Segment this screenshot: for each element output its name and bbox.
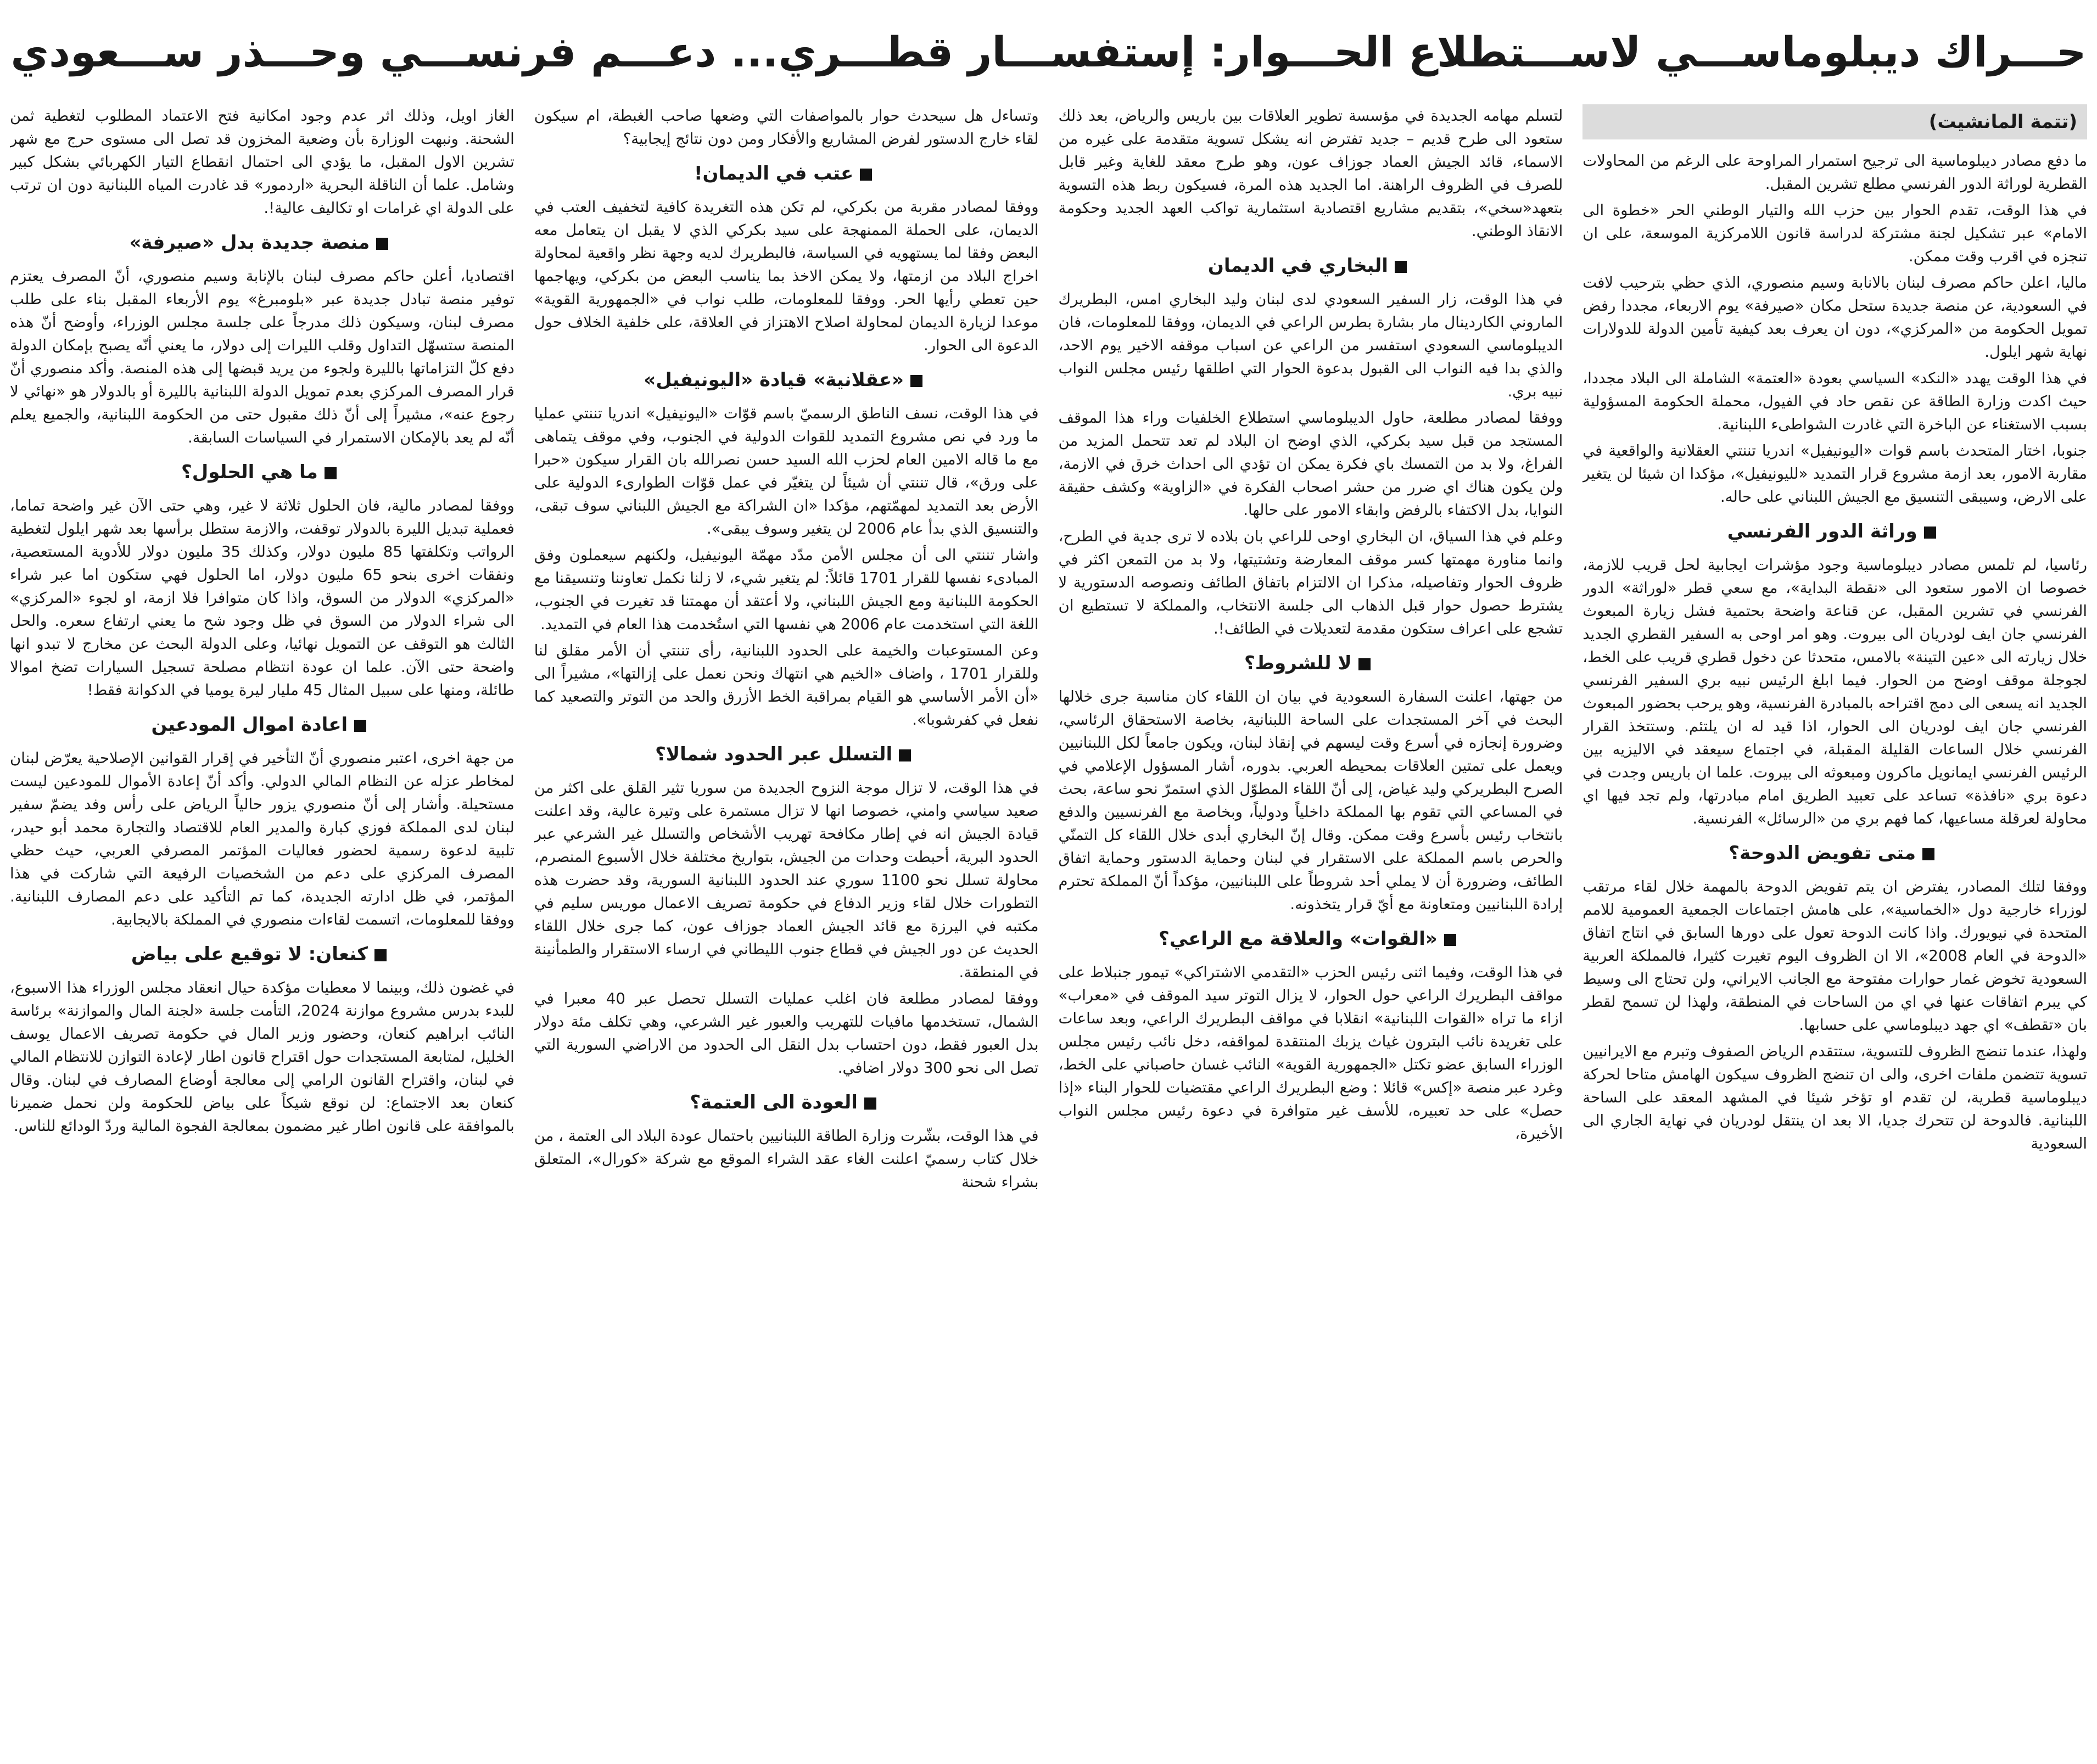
subheading: [10, 458, 515, 486]
article-column: [1059, 104, 1563, 1759]
subheading-text: البخاري في الديمان: [1207, 255, 1388, 277]
paragraph: الغاز اويل، وذلك اثر عدم وجود امكانية فتح الاعتماد المطلوب لتغطية ثمن الشحنة. ونبهت الوزارة بأن وضعية المخزون قد تصل الى مستوى حرج مع شهر تشرين الاول المقبل، ما يؤدي الى احتمال انقطاع التيار الكهربائي بشكل كبير وشامل. علما أن الناقلة البحرية «اردمور» قد غادرت المياه اللبنانية دون ان ترتب على الدولة اي غرامات او تكاليف عالية!.: [10, 107, 515, 217]
subheading-text: منصة جديدة بدل «صيرفة»: [129, 232, 370, 254]
paragraph: من جهتها، اعلنت السفارة السعودية في بيان ان اللقاء كان مناسبة جرى خلالها البحث في آخر المستجدات على الساحة اللبنانية، بخاصة الاستحقاق الرئاسي، وضرورة إنجازه في أسرع وقت ليسهم في إنقاذ لبنان، ويكون جامعاً لكل اللبنانيين ويعمل على تمتين العلاقات بمحيطه العربي. بدوره، أشار المسؤول الإعلامي في الصرح البطريركي وليد غياض، إلى أنّ اللقاء المطوّل الذي استمرّ نحو ساعة، بحث في المساعي التي تقوم بها المملكة داخلياً ودولياً، وبخاصة مع الفرنسيين والدفع بانتخاب رئيس بأسرع وقت ممكن. وقال إنّ البخاري أبدى خلال اللقاء كل التمنّي والحرص باسم المملكة على الاستقرار في لبنان وحماية الدستور وحماية اتفاق الطائف، وضرورة أن لا يملي أحد شروطاً على اللبنانيين، مؤكداً أنّ المملكة تحترم إرادة اللبنانيين ومتعاونة مع أيّ قرار يتخذونه.: [1058, 688, 1563, 913]
paragraph: في هذا الوقت، زار السفير السعودي لدى لبنان وليد البخاري امس، البطريرك الماروني الكاردينال مار بشارة بطرس الراعي في الديمان، ووفقا للمعلومات، فان الديبلوماسي السعودي استفسر من الراعي عن اسباب موقفه الاخير يوم الاحد، والذي بدا فيه النواب الى القبول بدعوة الحوار التي اطلقها رئيس مجلس النواب نبيه بري.: [1058, 290, 1563, 400]
paragraph: اقتصاديا، أعلن حاكم مصرف لبنان بالإنابة وسيم منصوري، أنّ المصرف يعتزم توفير منصة تبادل جديدة عبر «بلومبرغ» يوم الأربعاء المقبل بناء على طلب مصرف لبنان، وسيكون ذلك مدرجاً على جلسة مجلس الوزراء، وأوضح أنّ هذه المنصة ستسهّل التداول وقلب الليرات إلى دولار، ما يعني أنّه يصبح بإمكان الدولة دفع كلّ التزاماتها بالليرة ولجوء من يريد قبضها إلى هذه المنصة. وأكد منصوري أنّ قرار المصرف المركزي بعدم تمويل الدولة اللبنانية بالليرة أو بالدولار هو «نهائي لا رجوع عنه»، مشيراً إلى أنّ ذلك مقبول حتى من الحكومة اللبنانية، والجميع يعلم أنّه لم يعد بالإمكان الاستمرار في السياسات السابقة.: [10, 267, 515, 446]
subheading: [10, 940, 515, 968]
paragraph: ما دفع مصادر ديبلوماسية الى ترجيح استمرار المراوحة على الرغم من المحاولات القطرية لوراثة الدور الفرنسي مطلع تشرين المقبل.: [1582, 152, 2087, 193]
paragraph: ووفقا لتلك المصادر، يفترض ان يتم تفويض الدوحة بالمهمة خلال لقاء مرتقب لوزراء خارجية دول «الخماسية»، على هامش اجتماعات الجمعية العمومية للامم المتحدة في نيويورك. واذا كانت الدوحة تعول على دورها السابق في انتاج اتفاق «الدوحة في العام 2008»، الا ان الظروف اليوم تغيرت كثيرا، فالمملكة العربية السعودية تخوض غمار حوارات مفتوحة مع الجانب الايراني، ولن تحتاج الى وسيط كي يبرم اتفاقات عنها في اي من الساحات في المنطقة، ولهذا لن تسمح لقطر بان «تقطف» اي جهد ديبلوماسي على حسابها.: [1582, 878, 2087, 1034]
paragraph: لتسلم مهامه الجديدة في مؤسسة تطوير العلاقات بين باريس والرياض، بعد ذلك ستعود الى طرح قديم – جديد تفترض انه يشكل تسوية متقدمة على غيره من الاسماء، قائد الجيش العماد جوزاف عون، وهو طرح معقد للغاية وغير قابل للصرف في الظروف الراهنة. اما الجديد هذه المرة، فسيكون ربط هذه التسوية بتعهد«سخي»، بتقديم مشاريع اقتصادية استثمارية تواكب العهد الجديد وحكومة الانقاذ الوطني.: [1058, 107, 1563, 240]
paragraph: في غضون ذلك، وبينما لا معطيات مؤكدة حيال انعقاد مجلس الوزراء هذا الاسبوع، للبدء بدرس مشروع موازنة 2024، التأمت جلسة «لجنة المال والموازنة» برئاسة النائب ابراهيم كنعان، وحضور وزير المال في حكومة تصريف الاعمال يوسف الخليل، لمتابعة المستجدات حول اقتراح قانون اطار لإعادة التوازن للانتظام المالي في لبنان، واقتراح القانون الرامي إلى معالجة أوضاع المصارف في لبنان. وقال كنعان بعد الاجتماع: لن نوقع شيكاً على بياض للحكومة ولن نحمل ضميرنا بالموافقة على قانون اطار غير مضمون بمعالجة الفجوة المالية وردّ الودائع للناس.: [10, 979, 515, 1135]
paragraph: في هذا الوقت، بشّرت وزارة الطاقة اللبنانيين باحتمال عودة البلاد الى العتمة ، من خلال كتاب رسميّ اعلنت الغاء عقد الشراء الموقع مع شركة «كورال»، المتعلق بشراء شحنة: [534, 1127, 1039, 1191]
paragraph: ماليا، اعلن حاكم مصرف لبنان بالانابة وسيم منصوري، الذي حظي بترحيب لافت في السعودية، عن منصة جديدة ستحل مكان «صيرفة» يوم الاربعاء، مجددا رفض تمويل الحكومة من «المركزي»، دون ان يعرف بعد كيفية تأمين الدولة للدولارات نهاية شهر ايلول.: [1582, 274, 2087, 361]
subheading-text: متى تفويض الدوحة؟: [1729, 842, 1916, 864]
square-bullet-icon: [1358, 658, 1371, 670]
headline: حـــراك ديبلوماســـي لاســـتطلاع الحـــوار: إستفســـار قطـــري... دعـــم فرنســـي وحـــذر ســـعودي: [10, 27, 2087, 76]
subheading: [1582, 839, 2087, 867]
paragraph: واشار تننتي الى أن مجلس الأمن مدّد مهمّة اليونيفيل، ولكنهم سيعملون وفق المبادىء نفسها للقرار 1701 قائلاً: لم يتغير شيء، لا زلنا نكمل تعاوننا وتنسيقنا مع الحكومة اللبنانية ومع الجيش اللبناني، ولا أعتقد أن مهمتنا قد تغيرت في الجنوب، اللغة التي استخدمت عام 2006 هي نفسها التي استُخدمت هذا العام في التمديد.: [534, 546, 1039, 633]
paragraph: رئاسيا، لم تلمس مصادر ديبلوماسية وجود مؤشرات ايجابية لحل قريب للازمة، خصوصا ان الامور ستعود الى «نقطة البداية»، مع سعي قطر «لوراثة» الدور الفرنسي في تشرين المقبل، عن قناعة واضحة بحتمية فشل زيارة المبعوث الفرنسي جان ايف لودريان الى بيروت. وهو امر اوحى به السفير القطري الجديد خلال زيارته الى «عين التينة» بالامس، متحدثا عن دخول قطري قريب على الخط، لجوجلة موقف اوضح من الحوار. فيما ابلغ الرئيس نبيه بري السفير الفرنسي الجديد انه يسعى الى دمج اقتراحه بالمبادرة الفرنسية، وهو يرحب بحضور المبعوث الفرنسي جان ايف لودريان الى الحوار، اذا قيد له ان يلتئم. وستتخذ القرار الفرنسي خلال الساعات القليلة المقبلة، في اجتماع سيعقد في الاليزيه بين الرئيس الفرنسي ايمانويل ماكرون ومبعوثه الى بيروت. علما ان باريس وجدت في دعوة بري «نافذة» تساعد على تعبيد الطريق امام مبادرتها، ولم تجد فيها اي محاولة لعرقلة مساعيها، كما فهم بري من «الرسائل» الفرنسية.: [1582, 556, 2087, 827]
subheading: [1059, 649, 1563, 677]
square-bullet-icon: [354, 720, 366, 732]
paragraph: ووفقا لمصادر مطلعة فان اغلب عمليات التسلل تحصل عبر 40 معبرا في الشمال، تستخدمها مافيات للتهريب والعبور غير الشرعي، وهي تكلف مئة دولار بدل العبور فقط، دون احتساب بدل النقل الى الحدود من الاراضي السورية التي تصل الى نحو 300 دولار اضافي.: [534, 990, 1039, 1077]
paragraph: في هذا الوقت، لا تزال موجة النزوح الجديدة من سوريا تثير القلق على اكثر من صعيد سياسي وامني، خصوصا انها لا تزال مستمرة على وتيرة عالية، وقد اعلنت قيادة الجيش انه في إطار مكافحة تهريب الأشخاص والتسلل غير الشرعي عبر الحدود البرية، أحبطت وحدات من الجيش، بتواريخ مختلفة خلال الأسبوع المنصرم، محاولة تسلل نحو 1100 سوري عند الحدود اللبنانية السورية، وقد حضرت هذه التطورات خلال لقاء وزير الدفاع في حكومة تصريف الاعمال موريس سليم في مكتبه في اليرزة مع قائد الجيش العماد جوزاف عون، كما جرى خلال اللقاء الحديث عن دور الجيش في قطاع جنوب الليطاني في ارساء الاستقرار والطمأنينة في المنطقة.: [534, 779, 1039, 981]
article-column: [534, 104, 1039, 1759]
paragraph: من جهة اخرى، اعتبر منصوري أنّ التأخير في إقرار القوانين الإصلاحية يعرّض لبنان لمخاطر عزله عن النظام المالي الدولي. وأكد أنّ إعادة الأموال للمودعين ليست مستحيلة. وأشار إلى أنّ منصوري يزور حالياً الرياض على رأس وفد يضمّ سفير لبنان لدى المملكة فوزي كبارة والمدير العام للاقتصاد والتجارة محمد أبو حيدر، تلبية لدعوة رسمية لحضور فعاليات المؤتمر المصرفي العربي، حيث حظي المصرف المركزي على دعم من الشخصيات الرفيعة التي شاركت في هذا المؤتمر، في ظل ادارته الجديدة، كما تم التأكيد على دعم المصارف اللبنانية. ووفقا للمعلومات، اتسمت لقاءات منصوري في المملكة بالايجابية.: [10, 749, 515, 928]
subheading: [1059, 925, 1563, 953]
paragraph: وتساءل هل سيحدث حوار بالمواصفات التي وضعها صاحب الغبطة، ام سيكون لقاء خارج الدستور لفرض المشاريع والأفكار ومن دون نتائج إيجابية؟: [534, 107, 1039, 148]
paragraph: ووفقا لمصادر مقربة من بكركي، لم تكن هذه التغريدة كافية لتخفيف العتب في الديمان، على الحملة الممنهجة على سيد بكركي الذي لا يقبل ان يتعامل معه البعض وفقا لما يستهويه في السياسة، فالبطريرك لديه وجهة نظر واقعية لمحاولة اخراج البلاد من ازمتها، ولا يمكن الاخذ بما يناسب البعض من بكركي، ويهاجمها حين تعطي رأيها الحر. ووفقا للمعلومات، طلب نواب في «الجمهورية القوية» موعدا لزيارة الديمان لمحاولة اصلاح الاهتزاز في العلاقة، على خلفية الخلاف حول الدعوة الى الحوار.: [534, 198, 1039, 354]
paragraph: وعن المستوعبات والخيمة على الحدود اللبنانية، رأى تننتي أن الأمر مقلق لنا وللقرار 1701 ، واضاف «الخيم هي انتهاك ونحن نعمل على إزالتها»، مشيراً الى «أن الأمر الأساسي هو القيام بمراقبة الخط الأزرق والحد من التوتر والتصعيد كما نفعل في كفرشوبا».: [534, 642, 1039, 729]
square-bullet-icon: [910, 375, 922, 387]
square-bullet-icon: [325, 467, 337, 479]
subheading-text: وراثة الدور الفرنسي: [1727, 520, 1917, 542]
paragraph: في هذا الوقت، نسف الناطق الرسميّ باسم قوّات «اليونيفيل» اندريا تننتي عمليا ما ورد في نص مشروع التمديد للقوات الدولية في الجنوب، وفي موقف يتماهى مع ما قاله الامين العام لحزب الله السيد حسن نصرالله بان القرار سيكون «حبرا على ورق»، قال تننتي أن شيئاً لن يتغيّر في عمل قوّات الطوارىء الدولية على الأرض بعد التمديد لمهمّتهم، مؤكدا «ان الشراكة مع الجيش اللبناني سوف تبقى، والتنسيق الذي بدأ عام 2006 لن يتغير وسوف يبقى».: [534, 405, 1039, 537]
square-bullet-icon: [864, 1097, 876, 1110]
subheading-text: كنعان: لا توقيع على بياض: [131, 943, 368, 965]
subheading-text: لا للشروط؟: [1244, 652, 1352, 674]
square-bullet-icon: [1922, 848, 1934, 860]
square-bullet-icon: [1444, 934, 1456, 946]
square-bullet-icon: [1395, 261, 1407, 273]
subheading: [10, 710, 515, 739]
square-bullet-icon: [374, 949, 387, 961]
subheading-text: «القوات» والعلاقة مع الراعي؟: [1158, 928, 1438, 950]
subheading: [534, 366, 1039, 394]
continuation-label: (تتمة المانشيت): [1582, 104, 2087, 139]
subheading: [534, 159, 1039, 188]
article-column: [10, 104, 515, 1759]
paragraph: وعلم في هذا السياق، ان البخاري اوحى للراعي بان بلاده لا ترى جدية في الطرح، وانما مناورة مهمتها كسر موقف المعارضة وتشتيتها، ولا بد من التمعن اكثر في ظروف الحوار وتفاصيله، مذكرا ان الالتزام باتفاق الطائف ونصوصه الدستورية لا يشترط حصول حوار قبل الذهاب الى جلسة الانتخاب، والمملكة لا تستطيع ان تشجع على اعراف ستكون مقدمة لتعديلات في الطائف!.: [1058, 528, 1563, 637]
subheading-text: عتب في الديمان!: [694, 163, 854, 184]
subheading-text: ما هي الحلول؟: [181, 461, 318, 483]
subheading-text: العودة الى العتمة؟: [690, 1091, 858, 1113]
subheading-text: «عقلانية» قيادة «اليونيفيل»: [644, 369, 904, 391]
paragraph: في هذا الوقت، تقدم الحوار بين حزب الله والتيار الوطني الحر «خطوة الى الامام» عبر تشكيل لجنة مشتركة لدراسة قانون اللامركزية الموسعة، على ان تنجزه في اقرب وقت ممكن.: [1582, 201, 2087, 265]
paragraph: ولهذا، عندما تنضج الظروف للتسوية، ستتقدم الرياض الصفوف وتبرم مع الايرانيين تسوية تتضمن ملفات اخرى، والى ان تنضج الظروف سيكون الهامش متاحا لحركة ديبلوماسية قطرية، لن تقدم او تؤخر شيئا في المشهد المعقد على الساحة اللبنانية. فالدوحة لن تتحرك جديا، الا بعد ان ينتقل لودريان في نهاية الجاري الى السعودية: [1582, 1043, 2087, 1152]
paragraph: ووفقا لمصادر مالية، فان الحلول ثلاثة لا غير، وهي حتى الآن غير واضحة تماما، فعملية تبديل الليرة بالدولار توقفت، والازمة ستطل برأسها بعد شهر ايلول لتغطية الرواتب وتكلفتها 85 مليون دولار، وكذلك 35 مليون دولار للأدوية المستعصية، ونفقات اخرى بنحو 65 مليون دولار، اما الحلول فهي ستكون اما عبر شراء «المركزي» الدولار من السوق، واذا كان متوافرا فلا ازمة، او لجوء «المركزي» الى شراء الدولار من السوق في ظل وجود شح ما يعني ارتفاع سعره. والحل الثالث هو التوقف عن التمويل نهائيا، وعلى الدولة البحث عن مخارج لا تبدو انها واضحة حتى الآن. علما ان عودة انتظام مصلحة تسجيل السيارات تضخ اموالا طائلة، ومنها على سبيل المثال 45 مليار ليرة يوميا في الدكوانة فقط!: [10, 497, 515, 699]
subheading-text: اعادة اموال المودعين: [151, 714, 348, 736]
paragraph: في هذا الوقت، وفيما اثنى رئيس الحزب «التقدمي الاشتراكي» تيمور جنبلاط على مواقف البطريرك الراعي حول الحوار، لا يزال التوتر سيد الموقف في «معراب» ازاء ما تراه «القوات اللبنانية» انقلابا في مواقف البطريرك الراعي، وبعد ساعات على تغريدة نائب البترون غياث يزبك المنتقدة لمواقفه، دخل نائب رئيس مجلس الوزراء السابق عضو تكتل «الجمهورية القوية» النائب غسان حاصباني على الخط، وغرد عبر منصة «إكس» قائلا : وضع البطريرك الراعي مقتضيات للحوار البناء «إذا حصل» على حد تعبيره، للأسف غير متوافرة في دعوة رئيس مجلس النواب الأخيرة،: [1058, 964, 1563, 1143]
square-bullet-icon: [376, 238, 388, 250]
subheading: [534, 1088, 1039, 1117]
subheading: [534, 740, 1039, 769]
subheading: [1059, 251, 1563, 280]
paragraph: في هذا الوقت يهدد «النكد» السياسي بعودة «العتمة» الشاملة الى البلاد مجددا، حيث اكدت وزارة الطاقة عن نقص حاد في الفيول، محملة الحكومة المسؤولية بسبب الاستغناء عن الباخرة التي غادرت الشواطىء اللبنانية.: [1582, 369, 2087, 433]
square-bullet-icon: [1924, 527, 1936, 539]
square-bullet-icon: [860, 169, 872, 181]
paragraph: جنوبا، اختار المتحدث باسم قوات «اليونيفيل» اندريا تننتي العقلانية والواقعية في مقاربة الامور، بعد ازمة مشروع قرار التمديد «لليونيفيل»، مؤكدا ان شيئا لن يتغير على الارض، وسيبقى التنسيق مع الجيش اللبناني على حاله.: [1582, 442, 2087, 506]
article-column: [1582, 104, 2087, 1759]
article-columns: [10, 104, 2087, 1759]
paragraph: ووفقا لمصادر مطلعة، حاول الديبلوماسي استطلاع الخلفيات وراء هذا الموقف المستجد من قبل سيد بكركي، الذي اوضح ان البلاد لم تعد تتحمل المزيد من الفراغ، ولا بد من التمسك باي فكرة يمكن ان تؤدي الى احداث خرق في الازمة، ولن يكون هناك اي ضرر من حشر اصحاب الفكرة في «الزاوية» وكشف حقيقة النوايا، بدل الاكتفاء بالرفض وابقاء الامور على حالها.: [1058, 409, 1563, 519]
subheading: [10, 228, 515, 257]
subheading: [1582, 517, 2087, 546]
subheading-text: التسلل عبر الحدود شمالا؟: [655, 743, 893, 765]
square-bullet-icon: [899, 749, 911, 761]
